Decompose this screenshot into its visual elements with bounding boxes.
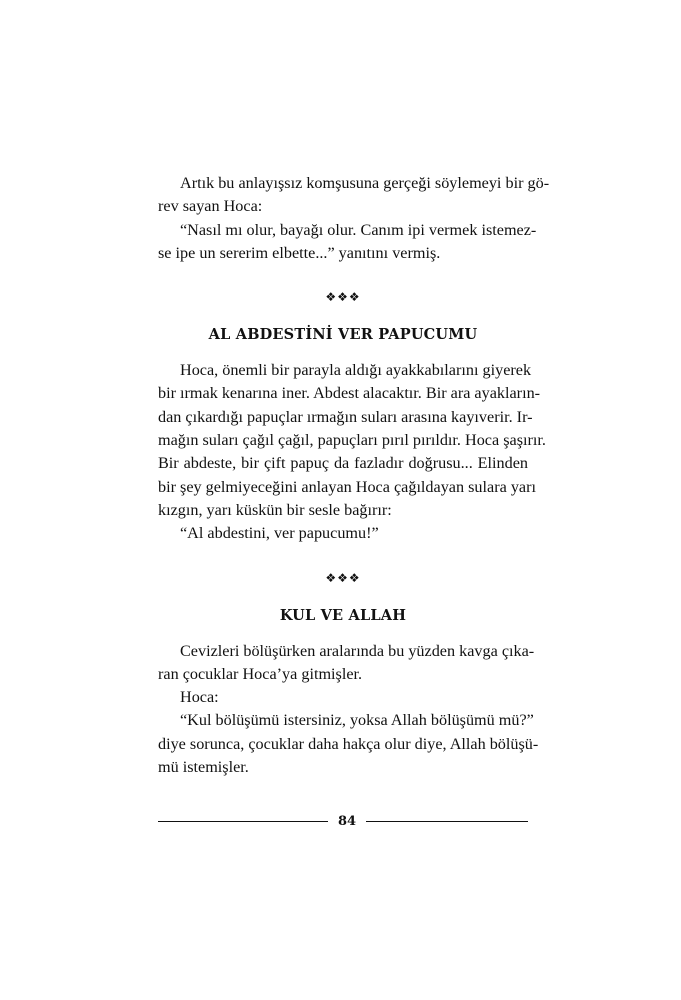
section-ornament: ❖❖❖ xyxy=(325,290,361,305)
text-line: se ipe un sererim elbette...” yanıtını vermiş. xyxy=(158,243,441,262)
text-line: mağın suları çağıl çağıl, papuçları pırıl pırıldır. Hoca şaşırır. xyxy=(158,431,546,450)
text-line: kızgın, yarı küskün bir sesle bağırır: xyxy=(158,500,392,519)
page-footer xyxy=(158,812,528,832)
page-body xyxy=(158,172,550,779)
section-heading-al-abdestini: AL ABDESTİNİ VER PAPUCUMU xyxy=(208,326,478,344)
text-line: “Kul bölüşümü istersiniz, yoksa Allah bölüşümü mü?” xyxy=(180,711,534,730)
page-number: 84 xyxy=(337,814,357,829)
text-line: Bir abdeste, bir çift papuç da fazladır doğrusu... Elinden xyxy=(158,454,528,473)
text-line: “Al abdestini, ver papucumu!” xyxy=(180,524,379,543)
text-line: rev sayan Hoca: xyxy=(158,197,263,216)
text-line: ran çocuklar Hoca’ya gitmişler. xyxy=(158,664,363,683)
text-line: bir ırmak kenarına iner. Abdest alacaktır. Bir ara ayakların- xyxy=(158,384,541,403)
text-line: dan çıkardığı papuçlar ırmağın suları arasına kayıverir. Ir- xyxy=(158,407,533,426)
paragraph-intro xyxy=(158,172,550,265)
footer-rule-left xyxy=(158,821,328,822)
text-line: Cevizleri bölüşürken aralarında bu yüzden kavga çıka- xyxy=(180,641,535,660)
text-line: “Nasıl mı olur, bayağı olur. Canım ipi vermek istemez- xyxy=(180,220,537,239)
text-line: mü istemişler. xyxy=(158,758,249,777)
paragraph-al-abdestini xyxy=(158,359,546,545)
section-heading-kul-ve-allah: KUL VE ALLAH xyxy=(279,606,407,624)
paragraph-kul-ve-allah xyxy=(158,640,539,780)
text-line: bir şey gelmiyeceğini anlayan Hoca çağıldayan sulara yarı xyxy=(158,477,536,496)
text-line: Hoca: xyxy=(180,688,219,707)
footer-rule-right xyxy=(366,821,528,822)
text-line: Artık bu anlayışsız komşusuna gerçeği söylemeyi bir gö- xyxy=(180,174,550,192)
section-ornament: ❖❖❖ xyxy=(325,570,361,585)
text-line: diye sorunca, çocuklar daha hakça olur diye, Allah bölüşü- xyxy=(158,734,539,753)
text-line: Hoca, önemli bir parayla aldığı ayakkabılarını giyerek xyxy=(180,361,532,380)
